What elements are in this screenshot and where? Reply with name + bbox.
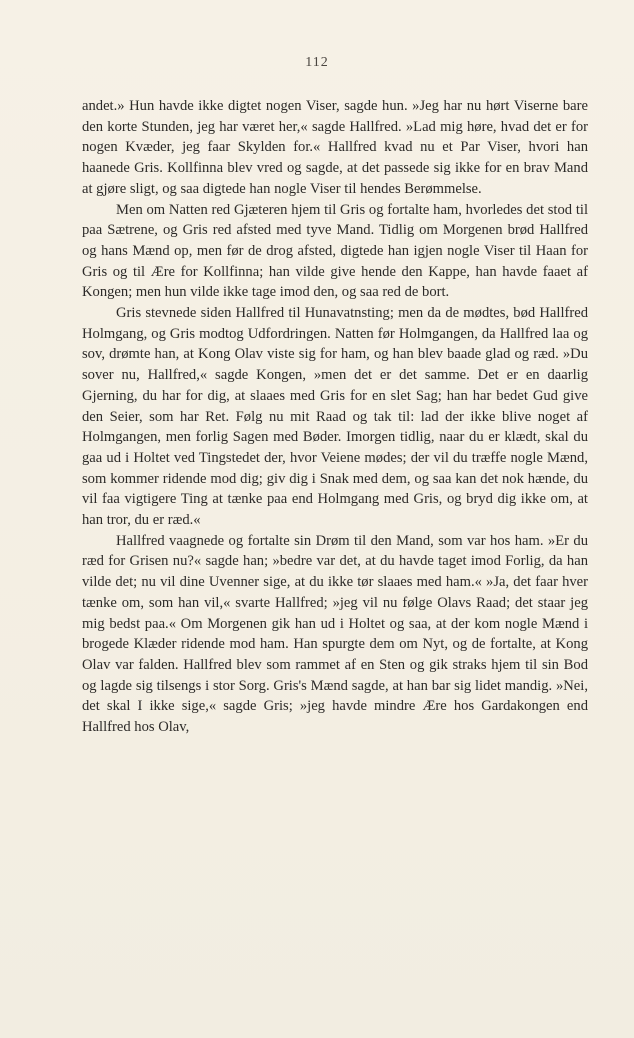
page-number: 112: [305, 55, 329, 70]
paragraph: Gris stevnede siden Hallfred til Hunavatnsting; men da de mødtes, bød Hallfred Holmgang, og Gris modtog Udfordringen. Natten før Holmgangen, da Hallfred laa og sov, drømte han, at Kong Olav viste sig for ham, og han blev baade glad og ræd. »Du sover nu, Hallfred,« sagde Kongen, »men det er det samme. Det er en daarlig Gjerning, du har for dig, at slaaes med Gris for en slet Sag; han har bedet Gud give den Seier, som har Ret. Følg nu mit Raad og tak til: lad der ikke blive noget af Holmgangen, men forlig Sagen med Bøder. Imorgen tidlig, naar du er klædt, skal du gaa ud i Holtet ved Tingstedet der, hvor Veiene mødes; der vil du træffe nogle Mænd, som kommer ridende mod dig; giv dig i Snak med dem, og saa kan det nok hænde, du vil faa vigtigere Ting at tænke paa end Holmgang med Gris, og bryd dig ikke om, at han tror, du er ræd.«: [82, 305, 588, 529]
paragraph: Hallfred vaagnede og fortalte sin Drøm til den Mand, som var hos ham. »Er du ræd for Grisen nu?« sagde han; »bedre var det, at du havde taget imod Forlig, da han vilde det; nu vil dine Uvenner sige, at du ikke tør slaaes med ham.« »Ja, det faar hver tænke om, som han vil,« svarte Hallfred; »jeg vil nu følge Olavs Raad; det staar jeg mig bedst paa.« Om Morgenen gik han ud i Holtet og saa, at der kom nogle Mænd i brogede Klæder ridende mod ham. Han spurgte dem om Nyt, og de fortalte, at Kong Olav var falden. Hallfred blev som rammet af en Sten og gik straks hjem til sin Bod og lagde sig tilsengs i stor Sorg. Gris's Mænd sagde, at han bar sig lidet mandig. »Nei, det skal I ikke sige,« sagde Gris; »jeg havde mindre Ære hos Gardakongen end Hallfred hos Olav,: [82, 532, 588, 736]
paragraph: Men om Natten red Gjæteren hjem til Gris og fortalte ham, hvorledes det stod til paa Sætrene, og Gris red afsted med tyve Mand. Tidlig om Morgenen brød Hallfred og hans Mænd op, men før de drog afsted, digtede han igjen nogle Viser til Haan for Gris og til Ære for Kollfinna; han vilde give hende den Kappe, han havde faaet af Kongen; men hun vilde ikke tage imod den, og saa red de bort.: [82, 201, 588, 301]
paragraph: andet.» Hun havde ikke digtet nogen Viser, sagde hun. »Jeg har nu hørt Viserne bare den korte Stunden, jeg har været her,« sagde Hallfred. »Lad mig høre, hvad det er for nogen Kvæder, jeg faar Skylden for.« Hallfred kvad nu et Par Viser, hvori han haanede Gris. Kollfinna blev vred og sagde, at det passede sig ikke for en brav Mand at gjøre sligt, og saa digtede han nogle Viser til hendes Berømmelse.: [82, 98, 588, 197]
body-text: [82, 96, 588, 738]
